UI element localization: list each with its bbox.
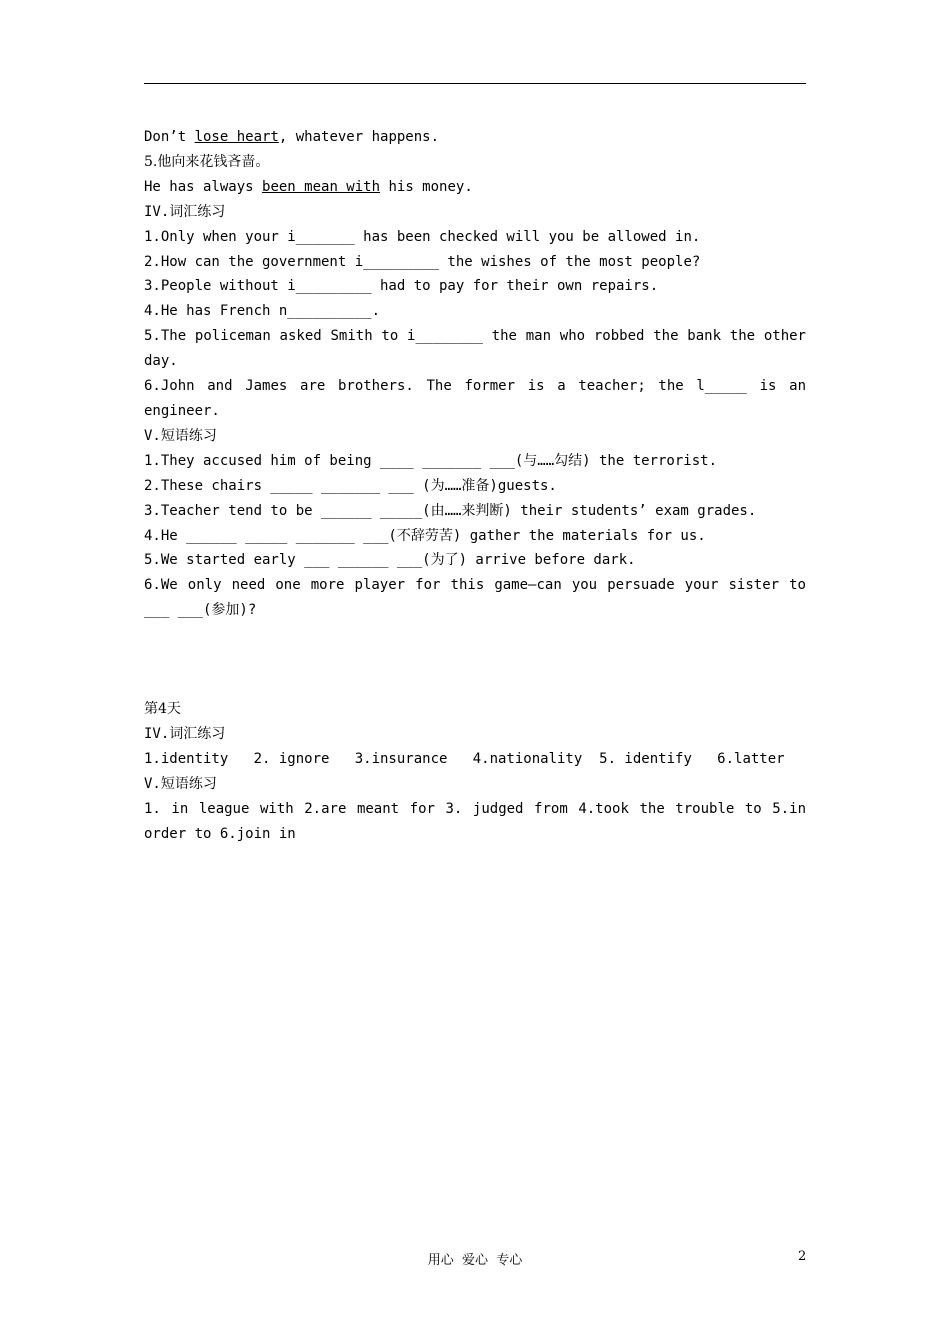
text-part: He has always bbox=[144, 178, 263, 195]
page-number: 2 bbox=[798, 1249, 807, 1264]
phrase-heading: V.短语练习 bbox=[144, 427, 217, 444]
page-content bbox=[144, 125, 806, 847]
example-sentence-1 bbox=[144, 125, 806, 150]
phrase-item-6-cont: ___ ___(参加)? bbox=[144, 602, 257, 619]
answers-vocab-heading: IV.词汇练习 bbox=[144, 726, 226, 743]
spacer bbox=[144, 623, 806, 697]
answers-day-title: 第4天 bbox=[144, 701, 181, 718]
phrase-item-5: 5.We started early ___ ______ ___(为了) arrive before dark. bbox=[144, 552, 636, 569]
answers-phrase-line-2: order to 6.join in bbox=[144, 825, 296, 842]
vocab-item-1: 1.Only when your i_______ has been checked will you be allowed in. bbox=[144, 228, 701, 245]
example-sentence-5 bbox=[144, 175, 806, 200]
vocab-item-6-cont: engineer. bbox=[144, 402, 220, 419]
vocab-item-6: 6.John and James are brothers. The former is a teacher; the l_____ is an bbox=[144, 378, 806, 395]
vocab-item-3: 3.People without i_________ had to pay for their own repairs. bbox=[144, 278, 659, 295]
vocab-item-5-cont: day. bbox=[144, 353, 178, 370]
phrase-item-1: 1.They accused him of being ____ _______ ___(与……勾结) the terrorist. bbox=[144, 452, 718, 469]
vocab-heading: IV.词汇练习 bbox=[144, 203, 226, 220]
phrase-item-4: 4.He ______ _____ _______ ___(不辞劳苦) gather the materials for us. bbox=[144, 527, 706, 544]
footer-motto: 用心 爱心 专心 bbox=[427, 1253, 523, 1268]
text-part: Don’t bbox=[144, 129, 195, 145]
header-rule bbox=[144, 83, 806, 84]
phrase-item-6: 6.We only need one more player for this game—can you persuade your sister to bbox=[144, 577, 806, 594]
answers-phrase-heading: V.短语练习 bbox=[144, 775, 217, 792]
underlined-phrase: been mean with bbox=[262, 178, 381, 195]
text-part: his money. bbox=[380, 178, 473, 195]
phrase-item-2: 2.These chairs _____ _______ ___ (为……准备)guests. bbox=[144, 477, 557, 494]
chinese-sentence-5: 5.他向来花钱吝啬。 bbox=[144, 153, 270, 170]
answers-phrase-line-1: 1. in league with 2.are meant for 3. judged from 4.took the trouble to 5.in bbox=[144, 800, 806, 817]
vocab-item-2: 2.How can the government i_________ the wishes of the most people? bbox=[144, 253, 701, 270]
answers-vocab-line: 1.identity 2. ignore 3.insurance 4.nationality 5. identify 6.latter bbox=[144, 750, 785, 767]
vocab-item-5: 5.The policeman asked Smith to i________ the man who robbed the bank the other bbox=[144, 328, 806, 345]
underlined-phrase: lose heart bbox=[194, 129, 279, 145]
vocab-item-4: 4.He has French n__________. bbox=[144, 303, 381, 320]
phrase-item-3: 3.Teacher tend to be ______ _____(由……来判断) their students’ exam grades. bbox=[144, 502, 757, 519]
text-part: , whatever happens. bbox=[278, 129, 440, 145]
